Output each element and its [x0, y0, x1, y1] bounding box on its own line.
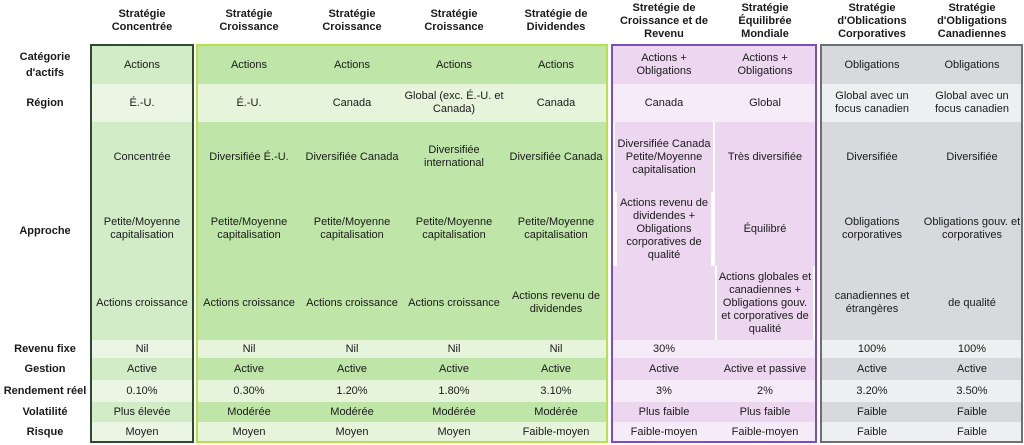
cell-approach: Diversifiée É.-U. [197, 122, 301, 192]
cell-approach: Équilibré [715, 192, 815, 266]
cell-categorie: Actions + Obligations [715, 46, 815, 84]
cell-risque: Faible-moyen [613, 422, 715, 442]
cell-volatilite: Modérée [403, 402, 505, 422]
cell-rendement: 3.50% [922, 380, 1022, 402]
cell-risque: Moyen [403, 422, 505, 442]
column-header: Stratégie d'Oblications Corporatives [837, 1, 907, 40]
column-header: Stratégie d'Obligations Canadiennes [937, 1, 1007, 40]
cell-categorie: Actions + Obligations [613, 46, 715, 84]
cell-revenu-fixe: 30% [613, 340, 715, 358]
cell-risque: Moyen [197, 422, 301, 442]
cell-approach: Actions croissance [403, 266, 505, 340]
cell-categorie: Obligations [922, 46, 1022, 84]
cell-approach: Obligations gouv. et corporatives [922, 192, 1022, 266]
cell-volatilite: Faible [922, 402, 1022, 422]
cell-categorie: Actions [301, 46, 403, 84]
column-header: Stratégie de Dividendes [524, 8, 588, 33]
cell-approach: Diversifiée Canada Petite/Moyenne capitalisation [615, 122, 713, 192]
column-header: Stratégie Concentrée [111, 8, 173, 33]
cell-gestion: Active [613, 358, 715, 380]
cell-volatilite: Plus élevée [92, 402, 192, 422]
cell-risque: Faible [922, 422, 1022, 442]
cell-rendement: 0.10% [92, 380, 192, 402]
cell-risque: Faible-moyen [715, 422, 815, 442]
cell-volatilite: Plus faible [715, 402, 815, 422]
cell-categorie: Actions [505, 46, 607, 84]
cell-region: Global [715, 84, 815, 122]
cell-gestion: Active [301, 358, 403, 380]
cell-volatilite: Modérée [301, 402, 403, 422]
column-header: Stratégie Croissance [219, 8, 279, 33]
cell-volatilite: Plus faible [613, 402, 715, 422]
cell-categorie: Actions [403, 46, 505, 84]
cell-gestion: Active et passive [715, 358, 815, 380]
cell-rendement: 1.20% [301, 380, 403, 402]
cell-categorie: Actions [92, 46, 192, 84]
cell-risque: Moyen [92, 422, 192, 442]
cell-approach: Petite/Moyenne capitalisation [505, 192, 607, 266]
cell-gestion: Active [505, 358, 607, 380]
cell-approach: Actions croissance [197, 266, 301, 340]
cell-approach: Diversifiée Canada [505, 122, 607, 192]
column-header: Stratégie Croissance [424, 8, 484, 33]
cell-approach: Actions revenu de dividendes + Obligations corporatives de qualité [617, 192, 711, 266]
cell-approach: Très diversifiée [715, 122, 815, 192]
cell-approach: Diversifiée international [403, 122, 505, 192]
cell-approach: Petite/Moyenne capitalisation [92, 192, 192, 266]
cell-region: Global avec un focus canadien [822, 84, 922, 122]
cell-region: É.-U. [197, 84, 301, 122]
cell-region: Global avec un focus canadien [922, 84, 1022, 122]
cell-rendement: 3.20% [822, 380, 922, 402]
row-label-revenu-fixe: Revenu fixe [14, 343, 76, 355]
cell-approach: Diversifiée Canada [301, 122, 403, 192]
cell-approach: Petite/Moyenne capitalisation [301, 192, 403, 266]
cell-gestion: Active [197, 358, 301, 380]
cell-approach: Actions croissance [92, 266, 192, 340]
row-label-approche: Approche [19, 225, 71, 237]
row-label-gestion: Gestion [24, 363, 66, 375]
cell-volatilite: Faible [822, 402, 922, 422]
row-label-rendement: Rendement réel [3, 385, 87, 397]
cell-approach: Actions globales et canadiennes + Obligations gouv. et corporatives de qualité [717, 266, 813, 340]
cell-rendement: 1.80% [403, 380, 505, 402]
cell-gestion: Active [822, 358, 922, 380]
cell-approach: Actions revenu de dividendes [505, 266, 607, 340]
cell-rendement: 3.10% [505, 380, 607, 402]
cell-rendement: 3% [613, 380, 715, 402]
column-header: Stretégie de Croissance et de Revenu [619, 1, 709, 40]
cell-risque: Faible [822, 422, 922, 442]
cell-gestion: Active [92, 358, 192, 380]
cell-revenu-fixe: 100% [922, 340, 1022, 358]
cell-categorie: Actions [197, 46, 301, 84]
cell-revenu-fixe [715, 340, 815, 358]
cell-gestion: Active [403, 358, 505, 380]
cell-rendement: 2% [715, 380, 815, 402]
cell-region: Canada [613, 84, 715, 122]
cell-revenu-fixe: Nil [197, 340, 301, 358]
cell-revenu-fixe: Nil [505, 340, 607, 358]
cell-approach: Actions croissance [301, 266, 403, 340]
cell-region: Canada [301, 84, 403, 122]
row-label-categorie: Catégorie d'actifs [19, 51, 71, 79]
cell-approach: Diversifiée [922, 122, 1022, 192]
cell-region: É.-U. [92, 84, 192, 122]
cell-volatilite: Modérée [197, 402, 301, 422]
cell-approach-empty [613, 266, 715, 340]
cell-categorie: Obligations [822, 46, 922, 84]
cell-risque: Moyen [301, 422, 403, 442]
cell-approach: de qualité [922, 266, 1022, 340]
row-label-risque: Risque [26, 426, 64, 438]
cell-approach: canadiennes et étrangères [822, 266, 922, 340]
cell-approach: Diversifiée [822, 122, 922, 192]
cell-revenu-fixe: Nil [92, 340, 192, 358]
cell-risque: Faible-moyen [505, 422, 607, 442]
cell-approach: Concentrée [92, 122, 192, 192]
cell-approach: Obligations corporatives [822, 192, 922, 266]
cell-gestion: Active [922, 358, 1022, 380]
cell-volatilite: Modérée [505, 402, 607, 422]
cell-revenu-fixe: 100% [822, 340, 922, 358]
cell-region: Canada [505, 84, 607, 122]
cell-rendement: 0.30% [197, 380, 301, 402]
column-header: Stratégie Croissance [322, 8, 382, 33]
row-label-region: Région [26, 97, 64, 109]
cell-approach: Petite/Moyenne capitalisation [403, 192, 505, 266]
cell-approach: Petite/Moyenne capitalisation [197, 192, 301, 266]
cell-revenu-fixe: Nil [301, 340, 403, 358]
cell-region: Global (exc. É.-U. et Canada) [403, 84, 505, 122]
row-label-volatilite: Volatilité [22, 406, 68, 418]
cell-revenu-fixe: Nil [403, 340, 505, 358]
column-header: Stratégie Équilibrée Mondiale [738, 1, 792, 40]
